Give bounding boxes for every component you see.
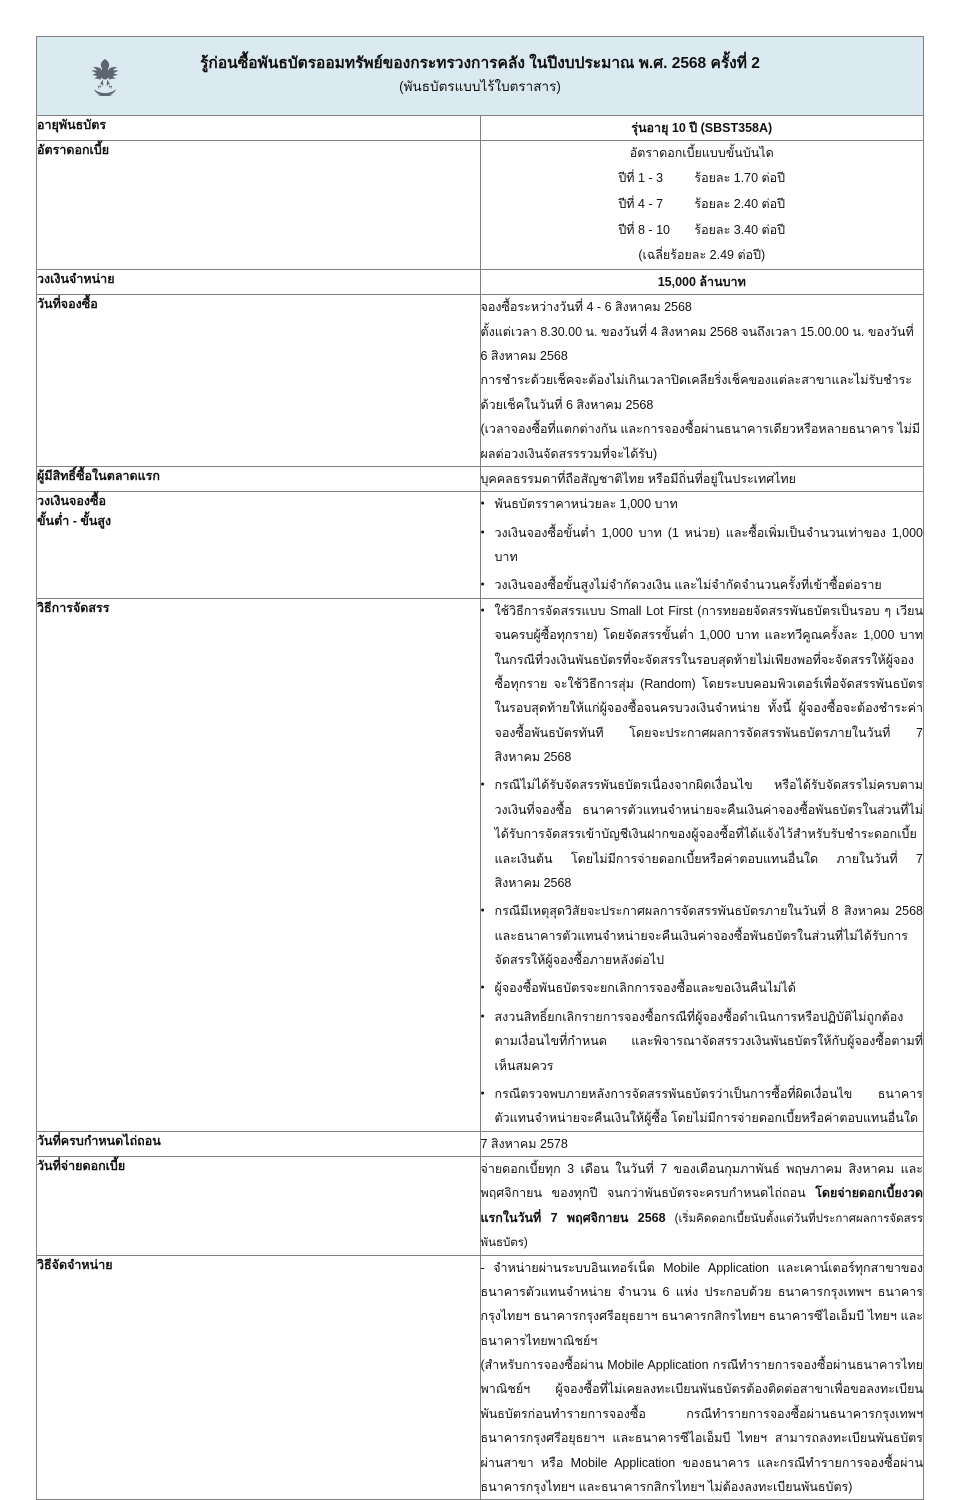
interest-rate-tier-list	[481, 166, 924, 243]
value-subscription-date	[480, 295, 924, 467]
label-purchase-limit	[37, 492, 481, 599]
label-maturity-date: วันที่ครบกำหนดไถ่ถอน	[37, 1131, 481, 1156]
subscription-line: จองซื้อระหว่างวันที่ 4 - 6 สิงหาคม 2568	[480, 300, 692, 315]
garuda-emblem-icon	[88, 56, 122, 96]
subscription-line: (เวลาจองซื้อที่แตกต่างกัน และการจองซื้อผ่านธนาคารเดียวหรือหลายธนาคาร ไม่มีผลต่อวงเงินจัดสรรรวมที่จะได้รับ)	[480, 422, 921, 461]
value-purchase-limit	[480, 492, 924, 599]
bond-information-table	[36, 36, 924, 1500]
purchase-limit-bullet: ● วงเงินจองซื้อขั้นสูงไม่จำกัดวงเงิน และไม่จำกัดจำนวนครั้งที่เข้าซื้อต่อราย	[481, 573, 924, 597]
label-distribution-method: วิธีจัดจำหน่าย	[37, 1255, 481, 1500]
interest-payment-first-date: โดยจ่ายดอกเบี้ยงวดแรกในวันที่ 7 พฤศจิกายน 2568	[480, 1186, 923, 1225]
interest-rate-average: (เฉลี่ยร้อยละ 2.49 ต่อปี)	[638, 248, 766, 263]
purchase-limit-bullet: ● วงเงินจองซื้อขั้นต่ำ 1,000 บาท (1 หน่วย) และซื้อเพิ่มเป็นจำนวนเท่าของ 1,000 บาท	[481, 521, 924, 570]
label-bond-term: อายุพันธบัตร	[37, 116, 481, 141]
allocation-bullet: ● กรณีตรวจพบภายหลังการจัดสรรพันธบัตรว่าเป็นการซื้อที่ผิดเงื่อนไข ธนาคารตัวแทนจำหน่ายจะคืนเงินให้ผู้ซื้อ โดยไม่มีการจ่ายดอกเบี้ยหรือค่าตอบแทนอื่นใด	[481, 1082, 924, 1131]
document-subtitle: (พันธบัตรแบบไร้ใบตราสาร)	[399, 79, 561, 95]
value-eligible-buyers: บุคคลธรรมดาที่ถือสัญชาติไทย หรือมีถิ่นที่อยู่ในประเทศไทย	[480, 466, 924, 491]
row-offering-amount	[37, 269, 924, 294]
document-title: รู้ก่อนซื้อพันธบัตรออมทรัพย์ของกระทรวงการคลัง ในปีงบประมาณ พ.ศ. 2568 ครั้งที่ 2	[200, 55, 760, 73]
label-eligible-buyers: ผู้มีสิทธิ์ซื้อในตลาดแรก	[37, 466, 481, 491]
allocation-bullet-list	[481, 599, 924, 1131]
tier-rate: ร้อยละ 2.40 ต่อปี	[694, 197, 786, 211]
allocation-bullet: ● ผู้จองซื้อพันธบัตรจะยกเลิกการจองซื้อและขอเงินคืนไม่ได้	[481, 976, 924, 1000]
distribution-paragraph: - จำหน่ายผ่านระบบอินเทอร์เน็ต Mobile Application และเคาน์เตอร์ทุกสาขาของธนาคารตัวแทนจำหน่าย จำนวน 6 แห่ง ประกอบด้วย ธนาคารกรุงเทพฯ ธนาคารกรุงไทยฯ ธนาคารกรุงศรีอยุธยาฯ ธนาคารกสิกรไทยฯ ธนาคารซีไอเอ็มบี ไทยฯ และธนาคารไทยพาณิชย์ฯ	[480, 1260, 923, 1348]
tier-period: ปีที่ 1 - 3	[618, 171, 664, 186]
interest-rate-tier	[618, 166, 785, 192]
row-maturity-date	[37, 1131, 924, 1156]
row-allocation-method	[37, 598, 924, 1131]
distribution-paragraph: (สำหรับการจองซื้อผ่าน Mobile Application กรณีทำรายการจองซื้อผ่านธนาคารไทยพาณิชย์ฯ ผู้จองซื้อที่ไม่เคยลงทะเบียนพันธบัตรต้องติดต่อสาขาเพื่อขอลงทะเบียนพันธบัตรก่อนทำรายการจองซื้อ กรณีทำรายการจองซื้อผ่านธนาคารกรุงเทพฯ ธนาคารกรุงศรีอยุธยาฯ และธนาคารซีไอเอ็มบี ไทยฯ สามารถลงทะเบียนพันธบัตรผ่านสาขา หรือ Mobile Application ของธนาคาร และกรณีทำรายการจองซื้อผ่านธนาคารกรุงไทยฯ และธนาคารกสิกรไทยฯ ไม่ต้องลงทะเบียนพันธบัตร)	[480, 1358, 923, 1494]
label-purchase-limit-line2: ขั้นต่ำ - ขั้นสูง	[37, 513, 112, 528]
label-purchase-limit-line1: วงเงินจองซื้อ	[37, 494, 106, 509]
tier-period: ปีที่ 4 - 7	[618, 197, 664, 211]
tier-rate: ร้อยละ 3.40 ต่อปี	[694, 222, 786, 237]
interest-rate-tier	[618, 218, 785, 244]
table-header-row	[37, 37, 924, 116]
interest-payment-text-before: จ่ายดอกเบี้ยทุก 3 เดือน ในวันที่ 7 ของเดือนกุมภาพันธ์ พฤษภาคม สิงหาคม และพฤศจิกายน ของทุกปี จนกว่าพันธบัตรจะครบกำหนดไถ่ถอน	[480, 1162, 923, 1201]
value-allocation-method	[480, 598, 924, 1131]
subscription-line: ตั้งแต่เวลา 8.30.00 น. ของวันที่ 4 สิงหาคม 2568 จนถึงเวลา 15.00.00 น. ของวันที่ 6 สิงหาคม 2568	[480, 324, 914, 363]
label-allocation-method: วิธีการจัดสรร	[37, 598, 481, 1131]
row-distribution-method	[37, 1255, 924, 1500]
allocation-bullet: ● กรณีไม่ได้รับจัดสรรพันธบัตรเนื่องจากผิดเงื่อนไข หรือได้รับจัดสรรไม่ครบตามวงเงินที่จองซื้อ ธนาคารตัวแทนจำหน่ายจะคืนเงินค่าจองซื้อพันธบัตรในส่วนที่ไม่ได้รับการจัดสรรเข้าบัญชีเงินฝากของผู้จองซื้อที่ได้แจ้งไว้สำหรับรับชำระดอกเบี้ยและเงินต้น โดยไม่มีการจ่ายดอกเบี้ยหรือค่าตอบแทนอื่นใด ภายในวันที่ 7 สิงหาคม 2568	[481, 773, 924, 895]
allocation-bullet: ● ใช้วิธีการจัดสรรแบบ Small Lot First (การทยอยจัดสรรพันธบัตรเป็นรอบ ๆ เวียนจนครบผู้ซื้อทุกราย) โดยจัดสรรขั้นต่ำ 1,000 บาท และทวีคูณครั้งละ 1,000 บาท ในกรณีที่วงเงินพันธบัตรที่จะจัดสรรในรอบสุดท้ายไม่เพียงพอที่จะจัดสรรให้ผู้จองซื้อทุกราย จะใช้วิธีการสุ่ม (Random) โดยระบบคอมพิวเตอร์เพื่อจัดสรรพันธบัตรในรอบสุดท้ายให้แก่ผู้จองซื้อจนครบวงเงินจำหน่าย ทั้งนี้ ผู้จองซื้อจะต้องชำระค่าจองซื้อพันธบัตรทันที โดยจะประกาศผลการจัดสรรพันธบัตรภายในวันที่ 7 สิงหาคม 2568	[481, 599, 924, 770]
tier-period: ปีที่ 8 - 10	[618, 222, 670, 237]
row-eligible-buyers	[37, 466, 924, 491]
label-offering-amount: วงเงินจำหน่าย	[37, 269, 481, 294]
label-interest-payment-date: วันที่จ่ายดอกเบี้ย	[37, 1157, 481, 1256]
allocation-bullet: ● สงวนสิทธิ์ยกเลิกรายการจองซื้อกรณีที่ผู้จองซื้อดำเนินการหรือปฏิบัติไม่ถูกต้องตามเงื่อนไขที่กำหนด และพิจารณาจัดสรรวงเงินพันธบัตรให้กับผู้จองซื้อตามที่เห็นสมควร	[481, 1005, 924, 1078]
interest-rate-heading: อัตราดอกเบี้ยแบบขั้นบันได	[629, 146, 774, 161]
row-bond-term	[37, 116, 924, 141]
row-purchase-limit	[37, 492, 924, 599]
value-interest-payment-date	[480, 1157, 924, 1256]
row-interest-rate	[37, 141, 924, 270]
row-interest-payment-date	[37, 1157, 924, 1256]
header-banner	[37, 37, 924, 116]
emblem-container	[37, 56, 172, 96]
interest-payment-text-after: (เริ่มคิดดอกเบี้ยนับตั้งแต่วันที่ประกาศผลการจัดสรรพันธบัตร)	[480, 1212, 923, 1250]
tier-rate: ร้อยละ 1.70 ต่อปี	[694, 171, 786, 186]
subscription-line: การชำระด้วยเช็คจะต้องไม่เกินเวลาปิดเคลียริ่งเช็คของแต่ละสาขาและไม่รับชำระด้วยเช็คในวันที่ 6 สิงหาคม 2568	[480, 373, 913, 412]
label-subscription-date: วันที่จองซื้อ	[37, 295, 481, 467]
value-offering-amount: 15,000 ล้านบาท	[480, 269, 924, 294]
purchase-limit-bullet: ● พันธบัตรราคาหน่วยละ 1,000 บาท	[481, 492, 924, 516]
interest-rate-tier	[618, 192, 785, 218]
label-interest-rate: อัตราดอกเบี้ย	[37, 141, 481, 270]
value-maturity-date: 7 สิงหาคม 2578	[480, 1131, 924, 1156]
purchase-limit-bullet-list	[481, 492, 924, 598]
row-subscription-date	[37, 295, 924, 467]
value-distribution-method	[480, 1255, 924, 1500]
value-interest-rate	[480, 141, 924, 270]
value-bond-term: รุ่นอายุ 10 ปี (SBST358A)	[480, 116, 924, 141]
allocation-bullet: ● กรณีมีเหตุสุดวิสัยจะประกาศผลการจัดสรรพันธบัตรภายในวันที่ 8 สิงหาคม 2568 และธนาคารตัวแทนจำหน่ายจะคืนเงินค่าจองซื้อพันธบัตรในส่วนที่ไม่ได้รับการจัดสรรให้ผู้จองซื้อภายหลังต่อไป	[481, 899, 924, 972]
